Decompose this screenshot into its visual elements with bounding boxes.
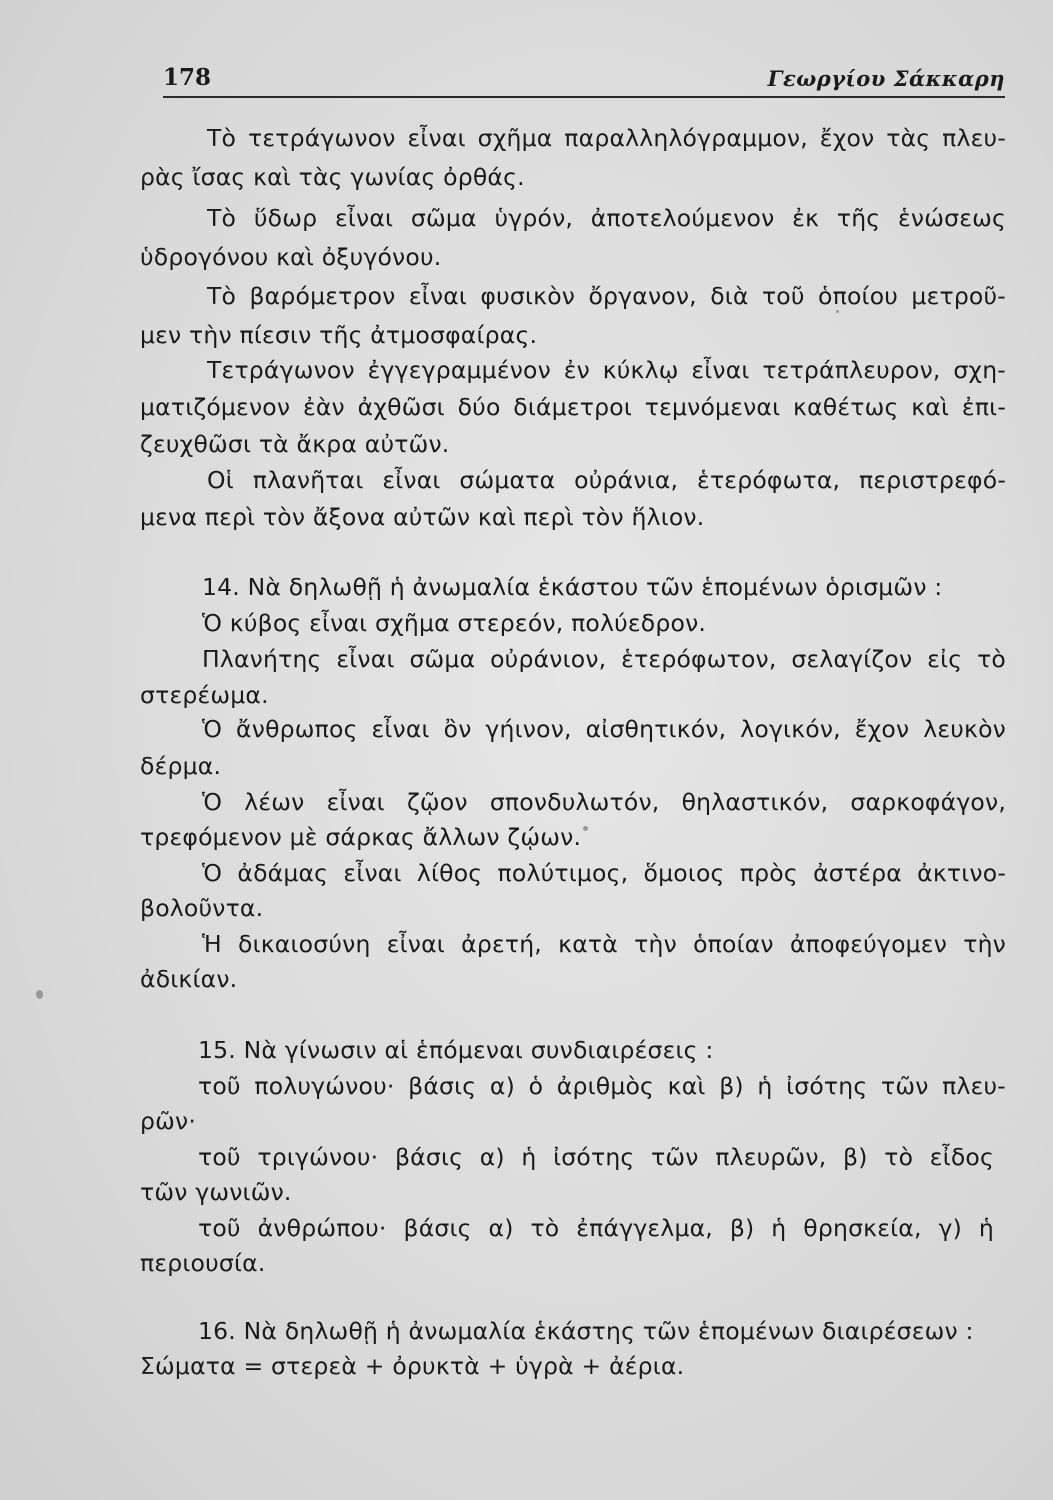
text-line: στερέωμα. [140,681,269,709]
text-line: ὑδρογόνου καὶ ὀξυγόνου. [140,243,442,271]
text-line: Πλανήτης εἶναι σῶμα οὐράνιον, ἑτερόφωτον, σελαγίζον εἰς τὸ [202,645,1006,673]
division-equation: Σώματα = στερεὰ + ὀρυκτὰ + ὑγρὰ + ἀέρια. [140,1352,685,1380]
text-line: ρῶν· [140,1107,196,1135]
text-line: Τὸ βαρόμετρον εἶναι φυσικὸν ὄργανον, διὰ τοῦ ὁποίου μετροῦ- [207,282,1006,310]
text-line: Ἡ δικαιοσύνη εἶναι ἀρετή, κατὰ τὴν ὁποίαν ἀποφεύγομεν τὴν [202,930,1006,958]
text-line: μενα περὶ τὸν ἄξονα αὐτῶν καὶ περὶ τὸν ἥλιον. [140,503,705,531]
text-line: Ὁ κύβος εἶναι σχῆμα στερεόν, πολύεδρον. [202,609,707,637]
text-line: ματιζόμενον ἐὰν ἀχθῶσι δύο διάμετροι τεμνόμεναι καθέτως καὶ ἐπι- [140,393,1006,421]
exercise-16-heading: 16. Νὰ δηλωθῇ ἡ ἀνωμαλία ἑκάστης τῶν ἑπομένων διαιρέσεων : [198,1317,974,1345]
text-line: τοῦ ἀνθρώπου· βάσις α) τὸ ἐπάγγελμα, β) ἡ θρησκεία, γ) ἡ [198,1214,994,1242]
paper-speck [36,990,43,999]
text-line: βολοῦντα. [140,894,264,922]
text-line: ζευχθῶσι τὰ ἄκρα αὐτῶν. [140,430,450,458]
text-line: τῶν γωνιῶν. [140,1178,292,1206]
text-line: Τὸ ὕδωρ εἶναι σῶμα ὑγρόν, ἀποτελούμενον ἐκ τῆς ἑνώσεως [207,204,1006,232]
exercise-14-heading: 14. Νὰ δηλωθῇ ἡ ἀνωμαλία ἑκάστου τῶν ἑπομένων ὁρισμῶν : [202,573,943,601]
text-line: Ὁ λέων εἶναι ζῷον σπονδυλωτόν, θηλαστικόν, σαρκοφάγον, [202,788,1006,816]
page-header [163,64,1005,98]
text-line: Τὸ τετράγωνον εἶναι σχῆμα παραλληλόγραμμον, ἔχον τὰς πλευ- [207,124,1006,152]
running-head: Γεωργίου Σάκκαρη [767,66,1005,91]
text-line: ρὰς ἴσας καὶ τὰς γωνίας ὀρθάς. [140,163,525,191]
text-line: Ὁ ἀδάμας εἶναι λίθος πολύτιμος, ὅμοιος πρὸς ἀστέρα ἀκτινο- [202,859,1006,887]
text-line: Ὁ ἄνθρωπος εἶναι ὂν γήινον, αἰσθητικόν, λογικόν, ἔχον λευκὸν [202,715,1006,743]
text-line: δέρμα. [140,752,222,780]
text-line: ἀδικίαν. [140,965,238,993]
text-line: Τετράγωνον ἐγγεγραμμένον ἐν κύκλῳ εἶναι τετράπλευρον, σχη- [207,356,1006,384]
page-number: 178 [163,64,212,91]
text-line: τοῦ πολυγώνου· βάσις α) ὁ ἀριθμὸς καὶ β) ἡ ἰσότης τῶν πλευ- [198,1072,1006,1100]
text-line: τρεφόμενον μὲ σάρκας ἄλλων ζῴων. [140,823,582,851]
text-line: Οἱ πλανῆται εἶναι σώματα οὐράνια, ἑτερόφωτα, περιστρεφό- [207,466,1006,494]
paper-speck [836,310,839,313]
paper-speck [583,826,588,831]
text-line: περιουσία. [140,1249,266,1277]
text-line: μεν τὴν πίεσιν τῆς ἀτμοσφαίρας. [140,321,538,349]
exercise-15-heading: 15. Νὰ γίνωσιν αἱ ἑπόμεναι συνδιαιρέσεις : [198,1036,714,1064]
text-line: τοῦ τριγώνου· βάσις α) ἡ ἰσότης τῶν πλευρῶν, β) τὸ εἶδος [198,1143,994,1171]
